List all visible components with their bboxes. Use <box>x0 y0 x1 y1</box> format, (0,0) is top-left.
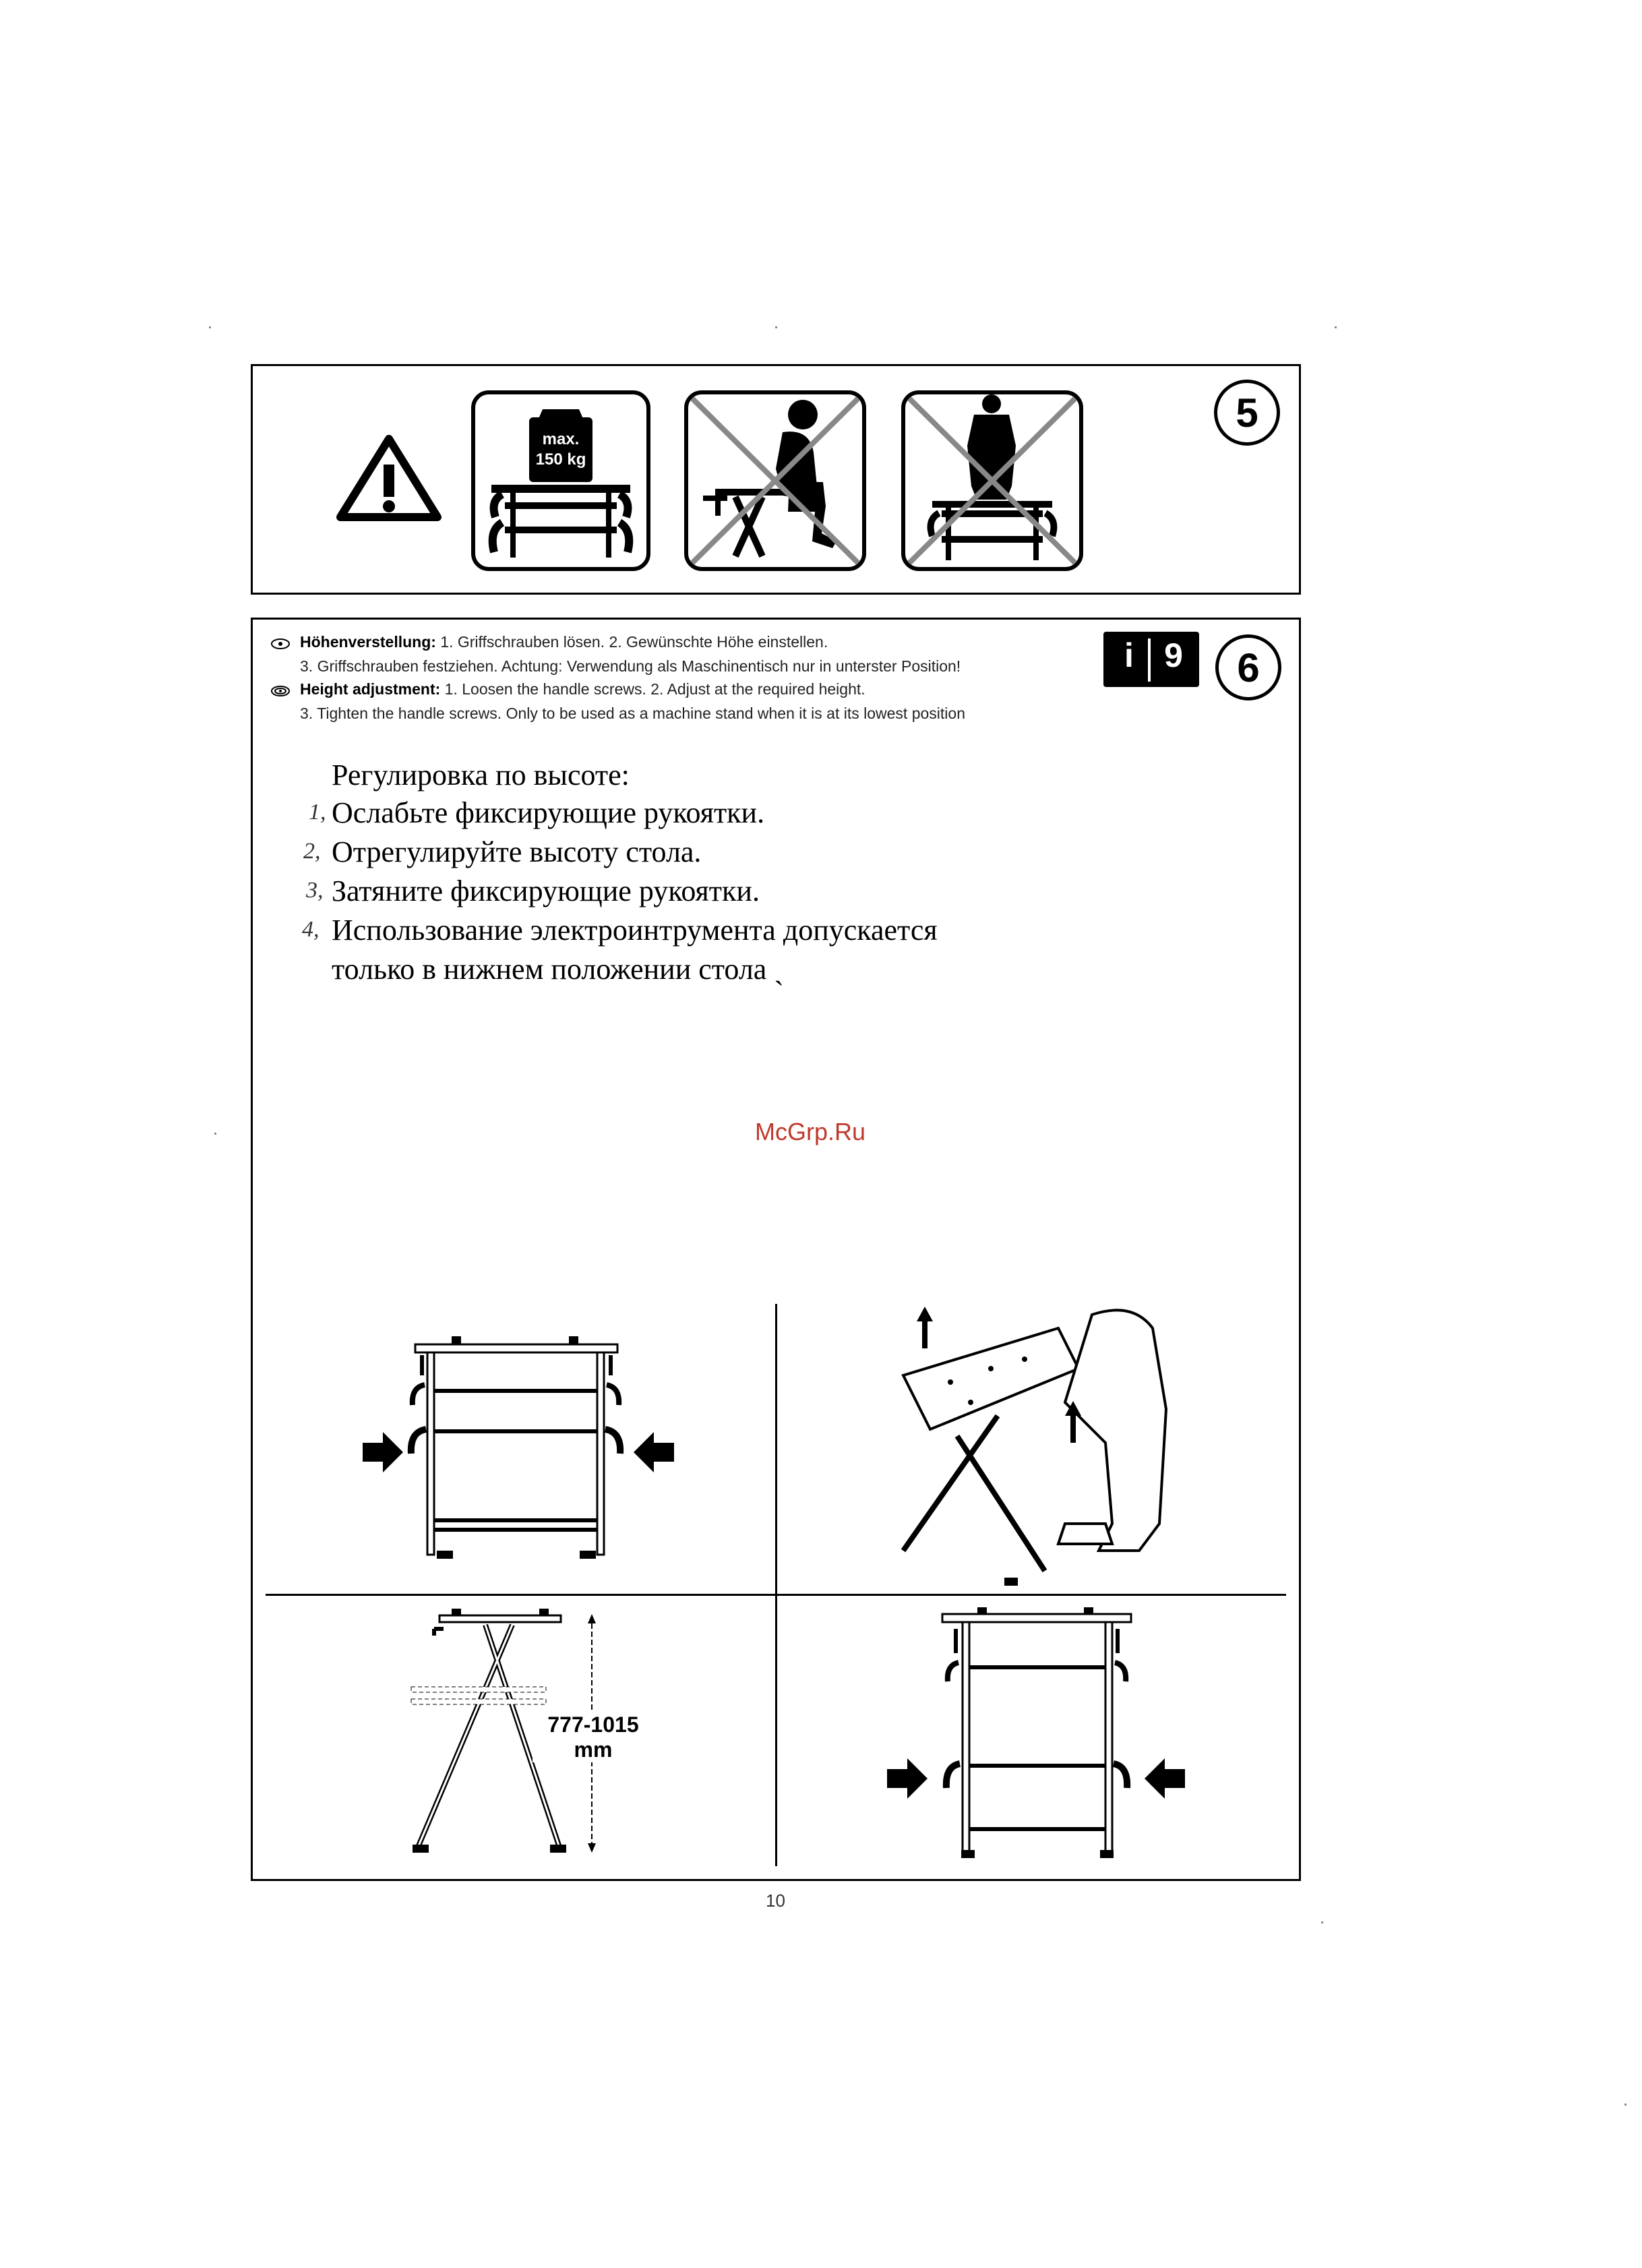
section-5-panel <box>251 364 1301 595</box>
ru-step-2-number: 2, <box>303 839 321 864</box>
page-number: 10 <box>766 1890 785 1911</box>
bench-front-view-illustration <box>351 1328 688 1564</box>
weight-on-bench-icon <box>475 394 646 567</box>
height-range-label <box>533 1712 654 1762</box>
height-range-unit: mm <box>574 1737 613 1762</box>
max-load-pictogram <box>471 390 650 571</box>
illustration-vertical-divider <box>775 1304 777 1866</box>
watermark: McGrp.Ru <box>755 1118 866 1145</box>
no-sitting-pictogram <box>684 390 866 571</box>
de-flag-eye-icon <box>270 637 291 651</box>
ru-step-4-continuation: только в нижнем положении стола ˎ <box>332 953 784 986</box>
person-sitting-crossed-icon <box>688 394 862 567</box>
en-line-1-text: 1. Loosen the handle screws. 2. Adjust at the required height. <box>440 680 865 698</box>
load-value: 150 kg <box>535 450 586 469</box>
max-load-text <box>529 429 592 470</box>
manual-page-number: 9 <box>1164 636 1183 674</box>
en-instruction-line-2: 3. Tighten the handle screws. Only to be used as a machine stand when it is at its lowest position <box>300 705 965 722</box>
de-instruction-line-2: 3. Griffschrauben festziehen. Achtung: Verwendung als Maschinentisch nur in unterster Position! <box>300 657 961 675</box>
illustration-horizontal-divider <box>266 1594 1286 1596</box>
max-label: max. <box>542 430 580 448</box>
ru-step-4: Использование электроинтрумента допускается <box>332 914 938 947</box>
de-line-1-text: 1. Griffschrauben lösen. 2. Gewünschte Höhe einstellen. <box>435 633 828 651</box>
de-instruction-line-1 <box>300 633 828 651</box>
ru-step-4-number: 4, <box>302 917 320 942</box>
en-heading: Height adjustment: <box>300 680 441 698</box>
ru-step-3: Затяните фиксирующие рукоятки. <box>332 874 760 907</box>
warning-triangle-icon <box>336 434 442 521</box>
ru-title: Регулировка по высоте: <box>332 758 630 792</box>
ru-step-1-number: 1, <box>309 800 326 825</box>
info-i-label: i <box>1124 636 1134 674</box>
ru-step-2: Отрегулируйте высоту стола. <box>332 835 702 868</box>
de-heading: Höhenverstellung: <box>300 633 436 651</box>
no-standing-pictogram <box>901 390 1083 571</box>
person-standing-crossed-icon <box>905 394 1079 567</box>
en-flag-eye-icon <box>270 684 291 698</box>
manual-reference-icon <box>1103 632 1199 687</box>
ru-step-1: Ослабьте фиксирующие рукоятки. <box>332 796 765 829</box>
en-instruction-line-1 <box>300 680 865 698</box>
step-number-5: 5 <box>1214 380 1280 446</box>
bench-front-view-extended-illustration <box>876 1605 1200 1868</box>
ru-step-3-number: 3, <box>306 878 324 903</box>
person-lifting-bench-illustration <box>890 1301 1254 1591</box>
step-number-6: 6 <box>1215 634 1281 700</box>
height-range-value: 777-1015 <box>547 1712 639 1737</box>
